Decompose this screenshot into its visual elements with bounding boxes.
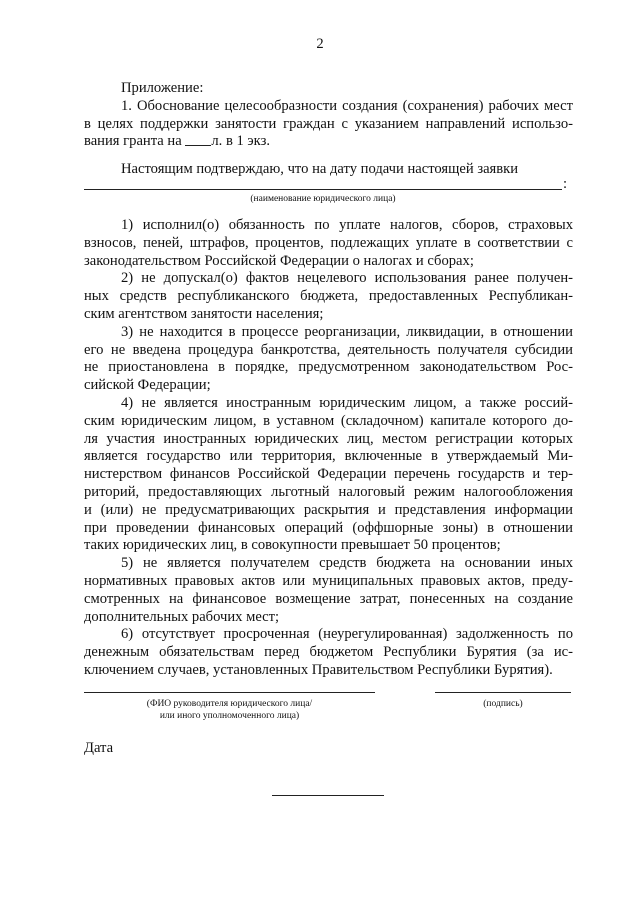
confirm-text: Настоящим подтверждаю, что на дату подачи настоящей заявки [121, 161, 519, 177]
pages-count-blank[interactable] [185, 133, 211, 146]
item-line: его не введена процедура банкротства, деятельность получателя субсидии [84, 341, 573, 358]
appendix-line: 1. Обоснование целесообразности создания (сохранения) рабочих мест [121, 97, 573, 114]
list-item [84, 395, 573, 555]
name-signature-line[interactable] [84, 692, 375, 693]
item-line: ским юридическим лицом, в уставном (складочном) капитале которого до- [84, 412, 573, 429]
item-line: взносов, пеней, штрафов, процентов, подлежащих уплате в соответствии с [84, 234, 573, 251]
appendix-line: в целях поддержки занятости граждан с указанием направлений использо- [84, 115, 573, 132]
name-caption: (ФИО руководителя юридического лица/ или иного уполномоченного лица) [146, 699, 313, 721]
signature-caption: (подпись) [483, 699, 523, 709]
item-line: не приостановлена в порядке, предусмотренном законодательством Рос- [84, 359, 573, 376]
item-line: 3) не находится в процессе реорганизации, ликвидации, в отношении [121, 323, 573, 340]
item-line: денежным обязательствам перед бюджетом Республики Бурятия (за ис- [84, 644, 573, 661]
item-line: таких юридических лиц, в совокупности превышает 50 процентов; [84, 537, 501, 554]
list-item [84, 626, 573, 679]
item-line: при проведении финансовых операций (оффшорные зоны) в отношении [84, 519, 573, 536]
date-field[interactable] [272, 795, 384, 796]
item-line: ля участия иностранных юридических лиц, местом регистрации которых [84, 430, 573, 447]
item-line: ским агентством занятости населения; [84, 305, 324, 322]
item-line: и (или) не предусматривающих раскрытия и представления информации [84, 501, 573, 518]
item-line: нистерством финансов Российской Федерации перечень государств и тер- [84, 466, 573, 483]
item-line: ключением случаев, установленных Правительством Республики Бурятия). [84, 661, 553, 678]
item-line: нормативных правовых актов или муниципальных правовых актов, преду- [84, 572, 573, 589]
signature-line[interactable] [435, 692, 571, 693]
list-item [84, 555, 573, 626]
item-line: является государство или территория, включенные в утверждаемый Ми- [84, 448, 573, 465]
items-list [84, 217, 573, 680]
item-line: дополнительных рабочих мест; [84, 608, 280, 625]
item-line: законодательством Российской Федерации о налогах и сборах; [84, 252, 474, 269]
page-number: 2 [316, 36, 324, 52]
item-line: риторий, предоставляющих льготный налоговый режим налогообложения [84, 483, 573, 500]
list-item [84, 270, 573, 323]
item-line: 4) не является иностранным юридическим лицом, а также россий- [121, 394, 573, 411]
date-label: Дата [84, 740, 114, 756]
appendix-line: вания гранта на л. в 1 экз. [84, 133, 270, 150]
item-line: 6) отсутствует просроченная (неурегулированная) задолженность по [121, 626, 573, 643]
appendix-block [84, 80, 573, 151]
item-line: 1) исполнил(о) обязанность по уплате налогов, сборов, страховых [121, 217, 573, 233]
list-item [84, 217, 573, 270]
list-item [84, 324, 573, 395]
item-line: смотренных на финансовое возмещение затрат, понесенных на создание [84, 590, 573, 607]
legal-entity-name-field[interactable] [84, 189, 562, 190]
item-line: ных средств республиканского бюджета, предоставленных Республикан- [84, 288, 573, 305]
item-line: сийской Федерации; [84, 377, 211, 394]
item-line: 2) не допускал(о) фактов нецелевого использования ранее получен- [121, 270, 573, 287]
appendix-heading: Приложение: [121, 80, 204, 96]
legal-entity-caption: (наименование юридического лица) [250, 194, 396, 204]
item-line: 5) не является получателем средств бюджета на основании иных [121, 555, 573, 572]
confirm-colon: : [563, 176, 568, 192]
